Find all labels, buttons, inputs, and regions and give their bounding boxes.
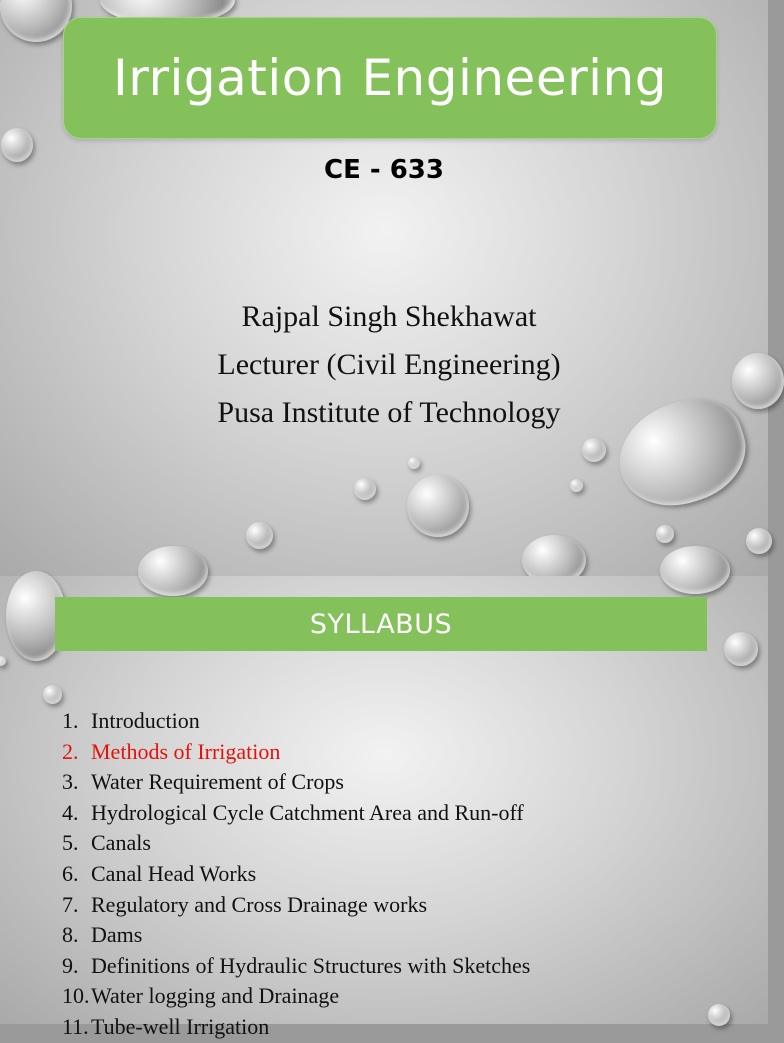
list-item	[62, 890, 530, 921]
title-box	[63, 17, 717, 139]
topic-number: 2.	[62, 738, 79, 764]
topic-label: Hydrological Cycle Catchment Area and Run-off	[91, 799, 524, 825]
water-drop-decoration	[746, 528, 772, 554]
list-item	[62, 828, 530, 859]
water-drop-decoration	[708, 1004, 730, 1026]
water-drop-decoration	[660, 546, 730, 594]
slide-title: Irrigation Engineering	[113, 49, 667, 107]
syllabus-header-bar	[55, 597, 707, 651]
topic-label: Tube-well Irrigation	[91, 1013, 270, 1039]
topic-label: Regulatory and Cross Drainage works	[91, 891, 428, 917]
syllabus-slide	[0, 576, 768, 1039]
water-drop-decoration	[408, 457, 420, 469]
topic-label: Methods of Irrigation	[91, 738, 281, 764]
topic-label: Canal Head Works	[91, 860, 257, 886]
author-position: Lecturer (Civil Engineering)	[217, 348, 561, 381]
topic-number: 11.	[62, 1013, 89, 1039]
author-block	[0, 293, 778, 437]
water-drop-decoration	[582, 438, 606, 462]
topic-number: 7.	[62, 891, 79, 917]
topic-label: Canals	[91, 830, 151, 856]
water-drop-decoration	[407, 475, 469, 537]
list-item-highlighted	[62, 737, 530, 768]
water-drop-decoration	[138, 546, 208, 596]
topic-number: 5.	[62, 830, 79, 856]
topic-number: 6.	[62, 860, 79, 886]
course-code: CE - 633	[323, 155, 444, 185]
list-item	[62, 767, 530, 798]
topic-number: 8.	[62, 922, 79, 948]
list-item	[62, 1012, 530, 1043]
water-drop-decoration	[43, 685, 62, 704]
topic-number: 10.	[62, 983, 90, 1009]
water-drop-decoration	[724, 632, 758, 666]
list-item	[62, 798, 530, 829]
water-drop-decoration	[656, 525, 674, 543]
topic-label: Introduction	[91, 708, 200, 733]
list-item	[62, 706, 530, 737]
topic-number: 3.	[62, 769, 79, 795]
water-drop-decoration	[0, 656, 6, 666]
list-item	[62, 981, 530, 1012]
list-item	[62, 859, 530, 890]
topic-label: Water logging and Drainage	[91, 983, 340, 1009]
topic-label: Dams	[91, 922, 143, 948]
water-drop-decoration	[0, 0, 72, 42]
list-item	[62, 951, 530, 982]
topic-number: 4.	[62, 799, 79, 825]
topic-number: 1.	[62, 708, 79, 733]
syllabus-topic-list	[62, 706, 530, 1043]
water-drop-decoration	[246, 522, 273, 549]
water-drop-decoration	[354, 478, 376, 500]
topic-label: Water Requirement of Crops	[91, 769, 344, 795]
topic-label: Definitions of Hydraulic Structures with Sketches	[91, 952, 531, 978]
syllabus-heading: SYLLABUS	[309, 608, 453, 640]
list-item	[62, 920, 530, 951]
author-name: Rajpal Singh Shekhawat	[241, 300, 537, 333]
topic-number: 9.	[62, 952, 79, 978]
water-drop-decoration	[570, 479, 583, 492]
author-institution: Pusa Institute of Technology	[217, 396, 561, 429]
